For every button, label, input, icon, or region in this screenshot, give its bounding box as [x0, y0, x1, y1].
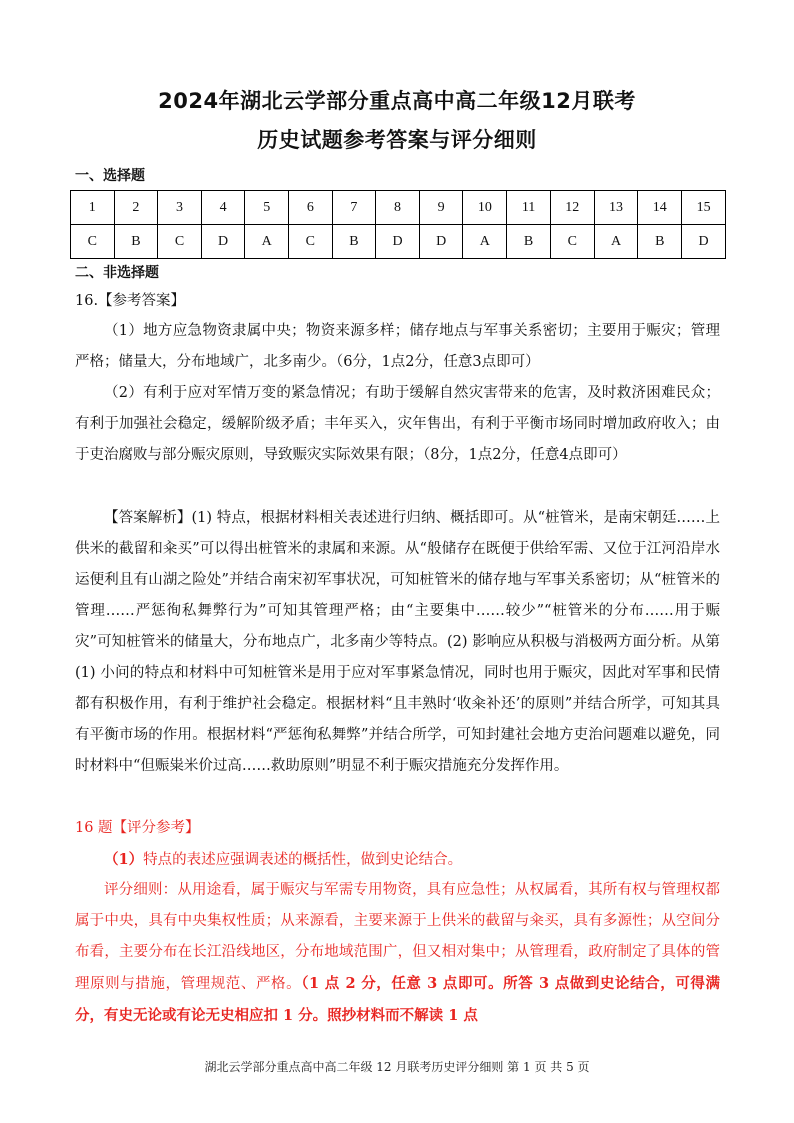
exam-title: 2024年湖北云学部分重点高中高二年级12月联考	[158, 89, 636, 113]
answer-cell: B	[332, 225, 376, 259]
question-number-cell: 1	[71, 191, 115, 225]
answer-cell: A	[463, 225, 507, 259]
question-number-cell: 10	[463, 191, 507, 225]
answer-cell: D	[419, 225, 463, 259]
question-number-cell: 13	[594, 191, 638, 225]
answer-cell: B	[507, 225, 551, 259]
question-number-cell: 4	[201, 191, 245, 225]
answer-cell: C	[71, 225, 115, 259]
section-heading-choice: 一、选择题	[75, 168, 145, 184]
q16-answer-part2: （2）有利于应对军情万变的紧急情况；有助于缓解自然灾害带来的危害，及时救济困难民众；有利于加强社会稳定，缓解阶级矛盾；丰年买入，灾年售出，有利于平衡市场同时增加政府收入；由于吏治腐败与部分赈灾原则，导致赈灾实际效果有限；（8分，1点2分，任意4点即可）	[75, 385, 720, 463]
answer-cell: D	[682, 225, 726, 259]
scoring-detail-bold: （1 点 2 分，任意 3 点即可。所答 3 点做到史论结合，可得满分，有史无论或有论无史相应扣 1 分。照抄材料而不解读 1 点	[75, 975, 720, 1024]
q16-answer-part1: （1）地方应急物资隶属中央；物资来源多样；储存地点与军事关系密切；主要用于赈灾；管理严格；储量大，分布地域广，北多南少。（6分，1点2分，任意3点即可）	[75, 323, 720, 370]
question-number-cell: 11	[507, 191, 551, 225]
answer-cell: D	[201, 225, 245, 259]
question-number-cell: 6	[289, 191, 333, 225]
exam-subtitle: 历史试题参考答案与评分细则	[257, 128, 537, 152]
q16-scoring-point1	[75, 844, 720, 876]
answer-table-answer-row	[71, 225, 726, 259]
q16-scoring-label: 16 题【评分参考】	[75, 820, 200, 836]
answer-cell: C	[289, 225, 333, 259]
answer-cell: B	[114, 225, 158, 259]
scoring-point1-num: （1）	[104, 851, 144, 868]
section-heading-nonchoice: 二、非选择题	[75, 265, 159, 281]
question-number-cell: 2	[114, 191, 158, 225]
question-number-cell: 8	[376, 191, 420, 225]
answer-cell: D	[376, 225, 420, 259]
q16-answer-label: 16.【参考答案】	[75, 293, 186, 309]
answer-cell: A	[594, 225, 638, 259]
q16-scoring-detail	[75, 875, 720, 1032]
scoring-detail-text: 评分细则：从用途看，属于赈灾与军需专用物资，具有应急性；从权属看，其所有权与管理权都属于中央，具有中央集权性质；从来源看，主要来源于上供米的截留与籴买，具有多源性；从空间分布看，主要分布在长江沿线地区，分布地域范围广，但又相对集中；从管理看，政府制定了具体的管理原则与措施，管理规范、严格。	[75, 882, 720, 992]
page-footer: 湖北云学部分重点高中高二年级 12 月联考历史评分细则 第 1 页 共 5 页	[204, 1060, 590, 1074]
answer-cell: C	[158, 225, 202, 259]
q16-analysis: 【答案解析】(1) 特点，根据材料相关表述进行归纳、概括即可。从“桩管米，是南宋朝廷……上供米的截留和籴买”可以得出桩管米的隶属和来源。从“般储存在既便于供给军需、又位于江河沿岸水运便利且有山湖之险处”并结合南宋初军事状况，可知桩管米的储存地与军事关系密切；从“桩管米的管理……严惩徇私舞弊行为”可知其管理严格；由“主要集中……较少”“桩管米的分布……用于赈灾”可知桩管米的储量大，分布地点广，北多南少等特点。(2) 影响应从积极与消极两方面分析。从第 (1) 小问的特点和材料中可知桩管米是用于应对军事紧急情况，同时也用于赈灾，因此对军事和民情都有积极作用，有利于维护社会稳定。根据材料“且丰熟时‘收籴补还’的原则”并结合所学，可知其具有平衡市场的作用。根据材料“严惩徇私舞弊”并结合所学，可知封建社会地方吏治问题难以避免，同时材料中“但赈粜米价过高……救助原则”明显不利于赈灾措施充分发挥作用。	[75, 510, 720, 774]
question-number-cell: 5	[245, 191, 289, 225]
answer-cell: B	[638, 225, 682, 259]
question-number-cell: 14	[638, 191, 682, 225]
answer-table	[70, 190, 726, 259]
scoring-point1-text: 特点的表述应强调表述的概括性，做到史论结合。	[143, 852, 463, 868]
answer-cell: C	[550, 225, 594, 259]
question-number-cell: 9	[419, 191, 463, 225]
answer-cell: A	[245, 225, 289, 259]
question-number-cell: 3	[158, 191, 202, 225]
answer-table-number-row	[71, 191, 726, 225]
question-number-cell: 12	[550, 191, 594, 225]
question-number-cell: 7	[332, 191, 376, 225]
question-number-cell: 15	[682, 191, 726, 225]
